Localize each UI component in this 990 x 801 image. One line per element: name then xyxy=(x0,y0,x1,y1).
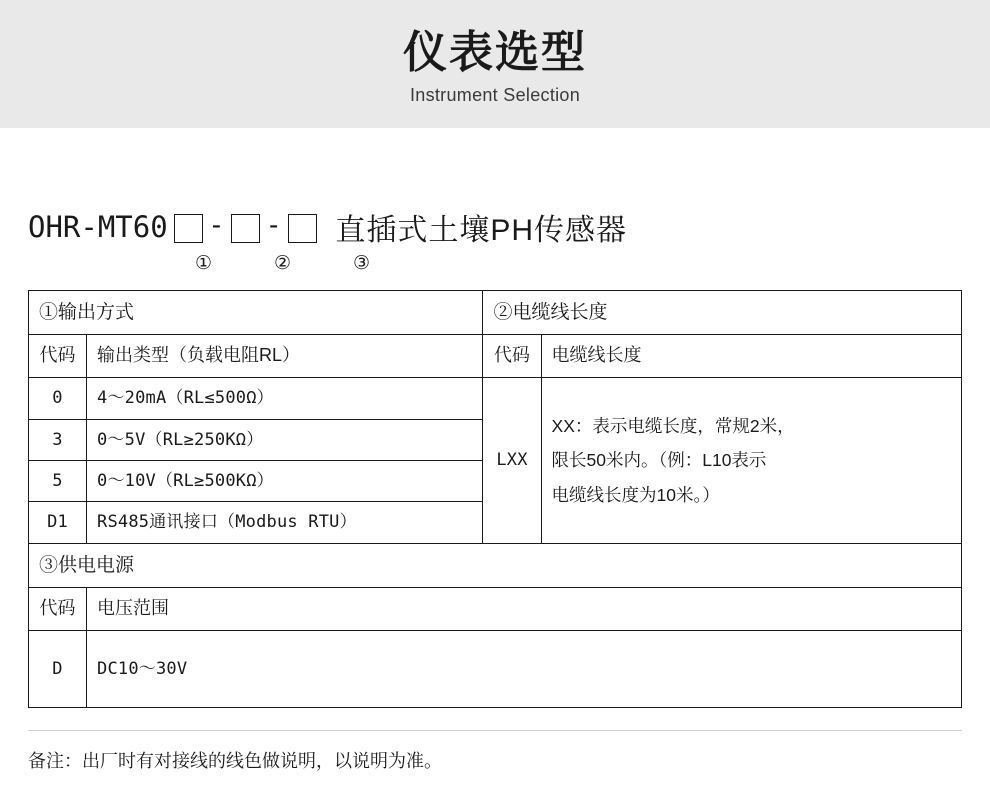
page-content xyxy=(0,206,990,773)
section1-col-type: 输出类型（负载电阻RL） xyxy=(87,335,483,378)
section2-row0-text xyxy=(541,378,961,543)
section3-header: ③供电电源 xyxy=(29,543,962,587)
spec-table-top xyxy=(28,290,962,708)
section1-row3-code: D1 xyxy=(29,502,87,543)
model-dash-2: - xyxy=(269,209,280,240)
section3-col-range: 电压范围 xyxy=(87,588,962,631)
section1-header: ①输出方式 xyxy=(29,291,483,335)
section1-row3-type: RS485通讯接口（Modbus RTU） xyxy=(87,502,483,543)
model-dash-1: - xyxy=(211,209,223,240)
code-box-2[interactable] xyxy=(231,214,260,243)
section1-row1-type: 0～5V（RL≥250KΩ） xyxy=(87,419,483,460)
section2-text-line-3: 电缆线长度为10米。） xyxy=(551,484,720,505)
section3-col-code: 代码 xyxy=(29,588,87,631)
code-box-3[interactable] xyxy=(288,214,317,243)
section2-header: ②电缆线长度 xyxy=(483,291,962,335)
page-subtitle: Instrument Selection xyxy=(409,84,581,105)
section2-col-len: 电缆线长度 xyxy=(541,335,961,378)
footer-note: 备注：出厂时有对接线的线色做说明，以说明为准。 xyxy=(28,730,962,773)
model-marker-2: ② xyxy=(274,253,292,274)
section1-row0-code: 0 xyxy=(29,378,87,419)
table-row xyxy=(29,543,962,587)
section2-text-line-2: 限长50米内。（例：L10表示 xyxy=(551,450,767,471)
table-row xyxy=(29,631,962,708)
model-code-block xyxy=(28,206,962,290)
section3-row0-range: DC10～30V xyxy=(87,631,962,708)
page-title: 仪表选型 xyxy=(403,28,587,78)
section3-row0-code: D xyxy=(29,631,87,708)
section1-row2-type: 0～10V（RL≥500KΩ） xyxy=(87,461,483,502)
model-marker-1: ① xyxy=(195,253,213,274)
model-marker-3: ③ xyxy=(353,253,371,274)
table-row xyxy=(29,378,962,419)
model-marker-row xyxy=(28,252,962,282)
section2-row0-code: LXX xyxy=(483,378,541,543)
page-banner xyxy=(0,0,990,128)
section1-col-code: 代码 xyxy=(29,335,87,378)
section2-col-code: 代码 xyxy=(483,335,541,378)
section2-text-line-1: XX：表示电缆长度，常规2米， xyxy=(551,416,795,437)
section1-row1-code: 3 xyxy=(29,419,87,460)
table-row xyxy=(29,335,962,378)
model-prefix: OHR-MT60 xyxy=(28,210,168,244)
table-row xyxy=(29,291,962,335)
model-suffix: 直插式土壤PH传感器 xyxy=(335,214,628,247)
code-box-1[interactable] xyxy=(174,214,203,243)
section1-row0-type: 4～20mA（RL≤500Ω） xyxy=(87,378,483,419)
model-code-line xyxy=(28,206,962,248)
table-row xyxy=(29,588,962,631)
section1-row2-code: 5 xyxy=(29,461,87,502)
